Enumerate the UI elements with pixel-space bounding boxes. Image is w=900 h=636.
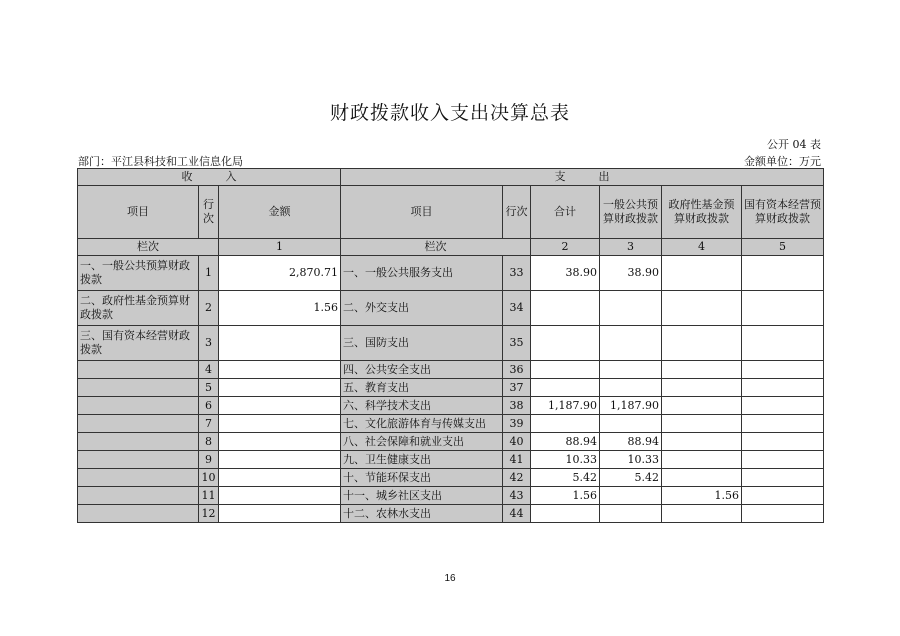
income-item-cell bbox=[78, 505, 199, 523]
total-cell: 1,187.90 bbox=[531, 397, 600, 415]
state-capital-cell bbox=[742, 415, 824, 433]
table-row bbox=[78, 487, 824, 505]
general-budget-header: 一般公共预算财政拨款 bbox=[600, 186, 662, 239]
expense-line-cell: 44 bbox=[503, 505, 531, 523]
income-amount-cell bbox=[219, 397, 341, 415]
col-index-4: 4 bbox=[662, 239, 742, 256]
state-capital-cell bbox=[742, 361, 824, 379]
income-amount-cell bbox=[219, 379, 341, 397]
income-item-cell bbox=[78, 487, 199, 505]
expense-line-cell: 37 bbox=[503, 379, 531, 397]
income-amount-cell bbox=[219, 451, 341, 469]
state-capital-cell bbox=[742, 397, 824, 415]
income-item-cell: 三、国有资本经营财政拨款 bbox=[78, 326, 199, 361]
table-row bbox=[78, 397, 824, 415]
income-line-cell: 7 bbox=[199, 415, 219, 433]
table-row bbox=[78, 256, 824, 291]
gov-fund-cell: 1.56 bbox=[662, 487, 742, 505]
income-item-header: 项目 bbox=[78, 186, 199, 239]
gov-fund-cell bbox=[662, 256, 742, 291]
gov-fund-cell bbox=[662, 415, 742, 433]
general-budget-cell: 88.94 bbox=[600, 433, 662, 451]
gov-fund-header: 政府性基金预算财政拨款 bbox=[662, 186, 742, 239]
total-cell bbox=[531, 379, 600, 397]
income-item-cell bbox=[78, 415, 199, 433]
page-title: 财政拨款收入支出决算总表 bbox=[329, 102, 570, 124]
income-line-cell: 5 bbox=[199, 379, 219, 397]
general-budget-cell: 1,187.90 bbox=[600, 397, 662, 415]
total-cell bbox=[531, 361, 600, 379]
gov-fund-cell bbox=[662, 361, 742, 379]
income-amount-cell: 1.56 bbox=[219, 291, 341, 326]
table-row bbox=[78, 451, 824, 469]
income-line-cell: 8 bbox=[199, 433, 219, 451]
gov-fund-cell bbox=[662, 379, 742, 397]
total-cell bbox=[531, 326, 600, 361]
income-line-cell: 10 bbox=[199, 469, 219, 487]
income-amount-cell bbox=[219, 326, 341, 361]
gov-fund-cell bbox=[662, 433, 742, 451]
expense-line-cell: 35 bbox=[503, 326, 531, 361]
expense-item-cell: 九、卫生健康支出 bbox=[341, 451, 503, 469]
gov-fund-cell bbox=[662, 397, 742, 415]
income-amount-cell bbox=[219, 469, 341, 487]
general-budget-cell: 5.42 bbox=[600, 469, 662, 487]
income-line-cell: 12 bbox=[199, 505, 219, 523]
general-budget-cell bbox=[600, 361, 662, 379]
total-cell: 1.56 bbox=[531, 487, 600, 505]
col-index-2: 2 bbox=[531, 239, 600, 256]
gov-fund-cell bbox=[662, 326, 742, 361]
income-item-cell: 二、政府性基金预算财政拨款 bbox=[78, 291, 199, 326]
table-row bbox=[78, 291, 824, 326]
expense-group-header: 支 出 bbox=[341, 169, 824, 186]
total-cell bbox=[531, 415, 600, 433]
state-capital-cell bbox=[742, 379, 824, 397]
income-item-cell bbox=[78, 379, 199, 397]
income-item-cell bbox=[78, 451, 199, 469]
income-amount-cell bbox=[219, 487, 341, 505]
table-row bbox=[78, 379, 824, 397]
col-index-3: 3 bbox=[600, 239, 662, 256]
col-index-5: 5 bbox=[742, 239, 824, 256]
general-budget-cell: 38.90 bbox=[600, 256, 662, 291]
general-budget-cell: 10.33 bbox=[600, 451, 662, 469]
total-cell: 88.94 bbox=[531, 433, 600, 451]
expense-item-cell: 一、一般公共服务支出 bbox=[341, 256, 503, 291]
income-amount-cell bbox=[219, 361, 341, 379]
state-capital-cell bbox=[742, 291, 824, 326]
form-code: 公开 04 表 bbox=[767, 138, 821, 151]
state-capital-cell bbox=[742, 326, 824, 361]
total-cell: 10.33 bbox=[531, 451, 600, 469]
state-capital-cell bbox=[742, 487, 824, 505]
income-item-cell bbox=[78, 433, 199, 451]
general-budget-cell bbox=[600, 415, 662, 433]
expense-item-cell: 三、国防支出 bbox=[341, 326, 503, 361]
expense-item-cell: 八、社会保障和就业支出 bbox=[341, 433, 503, 451]
expense-line-cell: 39 bbox=[503, 415, 531, 433]
table-row bbox=[78, 505, 824, 523]
income-line-header: 行次 bbox=[199, 186, 219, 239]
state-capital-cell bbox=[742, 505, 824, 523]
income-line-cell: 6 bbox=[199, 397, 219, 415]
income-item-cell bbox=[78, 361, 199, 379]
expense-line-cell: 34 bbox=[503, 291, 531, 326]
total-cell: 38.90 bbox=[531, 256, 600, 291]
income-item-cell bbox=[78, 397, 199, 415]
income-line-cell: 1 bbox=[199, 256, 219, 291]
expense-line-cell: 40 bbox=[503, 433, 531, 451]
expense-item-cell: 五、教育支出 bbox=[341, 379, 503, 397]
income-amount-cell bbox=[219, 505, 341, 523]
income-amount-cell bbox=[219, 433, 341, 451]
department-label: 部门：平江县科技和工业信息化局 bbox=[78, 155, 243, 168]
expense-item-cell: 六、科学技术支出 bbox=[341, 397, 503, 415]
column-header-row bbox=[78, 186, 824, 239]
income-line-cell: 11 bbox=[199, 487, 219, 505]
column-index-row bbox=[78, 239, 824, 256]
total-cell: 5.42 bbox=[531, 469, 600, 487]
general-budget-cell bbox=[600, 505, 662, 523]
total-header: 合计 bbox=[531, 186, 600, 239]
expense-item-cell: 十二、农林水支出 bbox=[341, 505, 503, 523]
total-cell bbox=[531, 505, 600, 523]
gov-fund-cell bbox=[662, 505, 742, 523]
general-budget-cell bbox=[600, 291, 662, 326]
expense-line-cell: 38 bbox=[503, 397, 531, 415]
unit-label: 金额单位：万元 bbox=[744, 155, 821, 168]
col-index-1: 1 bbox=[219, 239, 341, 256]
table-row bbox=[78, 415, 824, 433]
expense-line-header: 行次 bbox=[503, 186, 531, 239]
gov-fund-cell bbox=[662, 451, 742, 469]
expense-item-cell: 十一、城乡社区支出 bbox=[341, 487, 503, 505]
page-number: 16 bbox=[444, 573, 456, 584]
income-amount-header: 金额 bbox=[219, 186, 341, 239]
expense-item-cell: 七、文化旅游体育与传媒支出 bbox=[341, 415, 503, 433]
income-item-cell bbox=[78, 469, 199, 487]
expense-col-label: 栏次 bbox=[341, 239, 531, 256]
income-item-cell: 一、一般公共预算财政拨款 bbox=[78, 256, 199, 291]
income-amount-cell bbox=[219, 415, 341, 433]
table-row bbox=[78, 361, 824, 379]
gov-fund-cell bbox=[662, 469, 742, 487]
expense-item-cell: 二、外交支出 bbox=[341, 291, 503, 326]
state-capital-cell bbox=[742, 256, 824, 291]
income-amount-cell: 2,870.71 bbox=[219, 256, 341, 291]
gov-fund-cell bbox=[662, 291, 742, 326]
expense-line-cell: 36 bbox=[503, 361, 531, 379]
income-group-header: 收 入 bbox=[78, 169, 341, 186]
general-budget-cell bbox=[600, 487, 662, 505]
income-line-cell: 3 bbox=[199, 326, 219, 361]
income-line-cell: 4 bbox=[199, 361, 219, 379]
income-line-cell: 9 bbox=[199, 451, 219, 469]
income-col-label: 栏次 bbox=[78, 239, 219, 256]
general-budget-cell bbox=[600, 326, 662, 361]
expense-item-header: 项目 bbox=[341, 186, 503, 239]
state-capital-header: 国有资本经营预算财政拨款 bbox=[742, 186, 824, 239]
expense-line-cell: 43 bbox=[503, 487, 531, 505]
expense-item-cell: 十、节能环保支出 bbox=[341, 469, 503, 487]
group-header-row bbox=[78, 169, 824, 186]
state-capital-cell bbox=[742, 433, 824, 451]
expense-line-cell: 33 bbox=[503, 256, 531, 291]
table-row bbox=[78, 433, 824, 451]
total-cell bbox=[531, 291, 600, 326]
expense-item-cell: 四、公共安全支出 bbox=[341, 361, 503, 379]
state-capital-cell bbox=[742, 469, 824, 487]
table-row bbox=[78, 469, 824, 487]
income-line-cell: 2 bbox=[199, 291, 219, 326]
budget-summary-table bbox=[77, 168, 824, 523]
general-budget-cell bbox=[600, 379, 662, 397]
expense-line-cell: 42 bbox=[503, 469, 531, 487]
expense-line-cell: 41 bbox=[503, 451, 531, 469]
state-capital-cell bbox=[742, 451, 824, 469]
table-row bbox=[78, 326, 824, 361]
